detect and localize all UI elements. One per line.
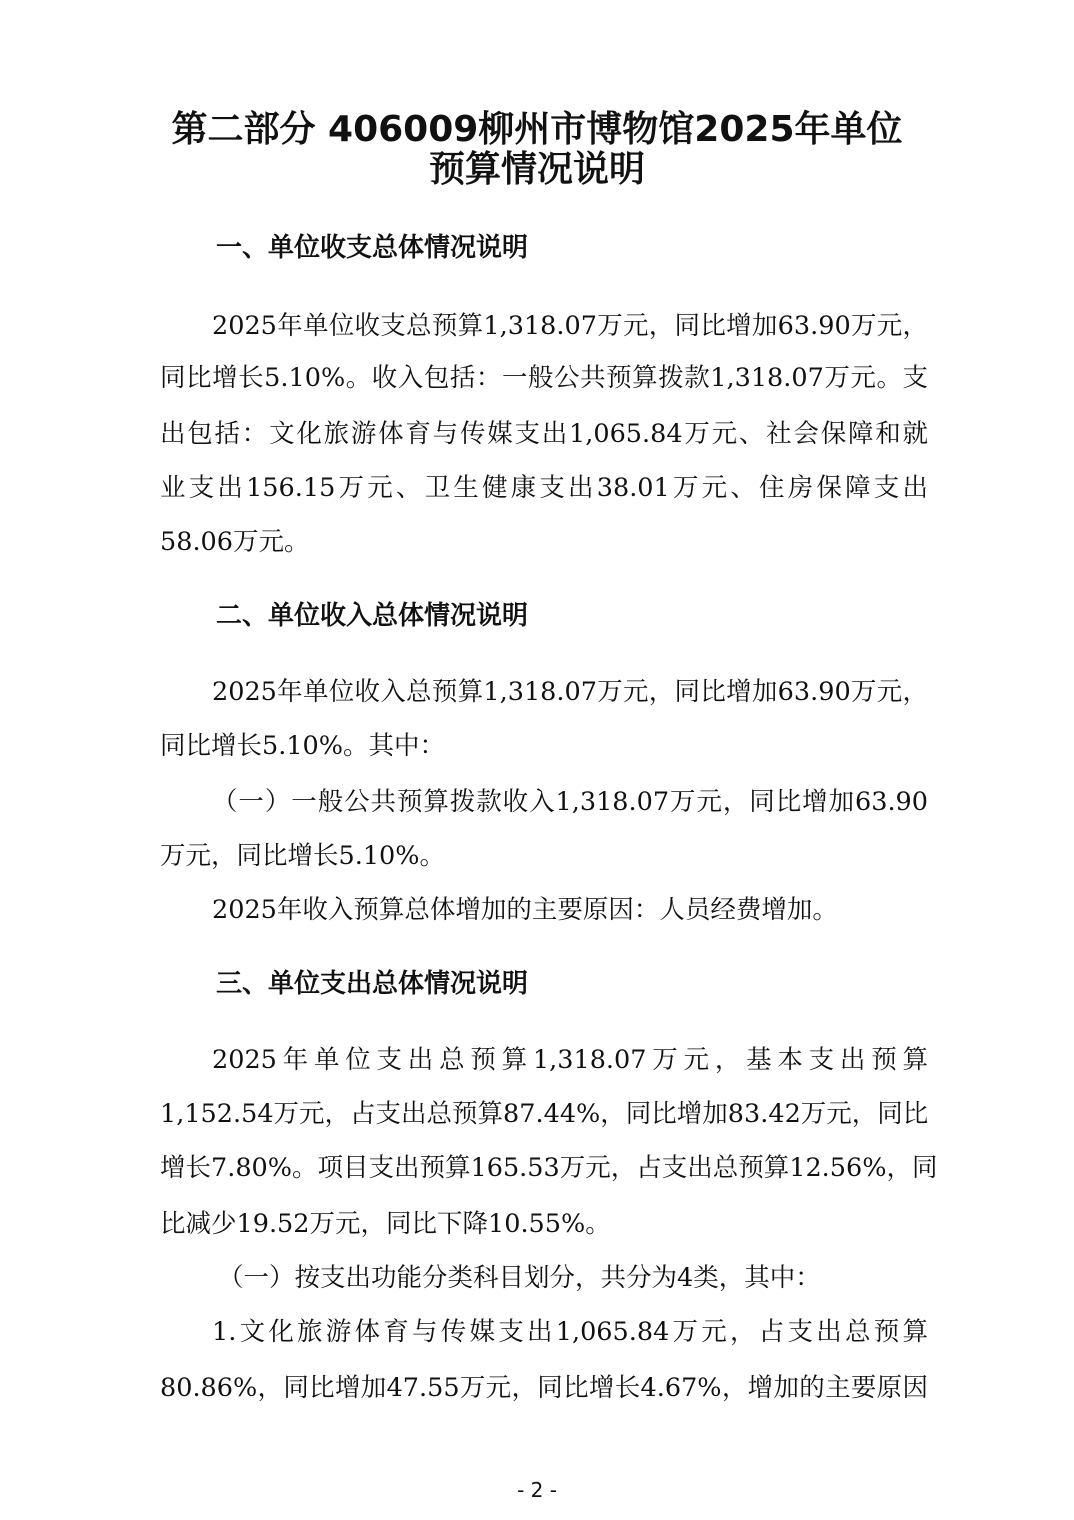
- section-3-heading: 三、单位支出总体情况说明: [216, 969, 529, 999]
- page-number: - 2 -: [517, 1478, 557, 1502]
- section-3-line-2: 1,152.54万元，占支出总预算87.44%，同比增加83.42万元，同比: [160, 1099, 929, 1129]
- section-2-line-2: 同比增长5.10%。其中：: [160, 731, 446, 761]
- section-1-line-2: 同比增长5.10%。收入包括：一般公共预算拨款1,318.07万元。支: [160, 363, 928, 393]
- section-2-line-1: 2025年单位收入总预算1,318.07万元，同比增加63.90万元，: [212, 677, 928, 707]
- section-2-heading: 二、单位收入总体情况说明: [216, 601, 529, 631]
- section-3-line-5: （一）按支出功能分类科目划分，共分为4类，其中：: [218, 1263, 821, 1293]
- document-title-line-1: 第二部分 406009柳州市博物馆2025年单位: [171, 109, 903, 150]
- document-title-line-2: 预算情况说明: [428, 149, 645, 190]
- section-2-line-5: 2025年收入预算总体增加的主要原因：人员经费增加。: [212, 895, 838, 925]
- section-3-line-1: 2025年单位支出总预算1,318.07万元，基本支出预算: [212, 1045, 928, 1075]
- section-3-line-4: 比减少19.52万元，同比下降10.55%。: [160, 1209, 611, 1239]
- section-2-line-4: 万元，同比增长5.10%。: [160, 841, 446, 871]
- section-1-line-3: 出包括：文化旅游体育与传媒支出1,065.84万元、社会保障和就: [160, 419, 928, 449]
- section-3-line-7: 80.86%，同比增加47.55万元，同比增长4.67%，增加的主要原因: [160, 1373, 928, 1403]
- section-3-line-6: 1.文化旅游体育与传媒支出1,065.84万元，占支出总预算: [212, 1317, 928, 1347]
- section-1-line-4: 业支出156.15万元、卫生健康支出38.01万元、住房保障支出: [160, 473, 928, 503]
- section-2-line-3: （一）一般公共预算拨款收入1,318.07万元，同比增加63.90: [212, 787, 928, 817]
- section-1-line-1: 2025年单位收支总预算1,318.07万元，同比增加63.90万元，: [212, 311, 928, 341]
- section-1-line-5: 58.06万元。: [160, 527, 310, 557]
- section-3-line-3: 增长7.80%。项目支出预算165.53万元，占支出总预算12.56%，同: [160, 1153, 938, 1183]
- section-1-heading: 一、单位收支总体情况说明: [216, 233, 529, 263]
